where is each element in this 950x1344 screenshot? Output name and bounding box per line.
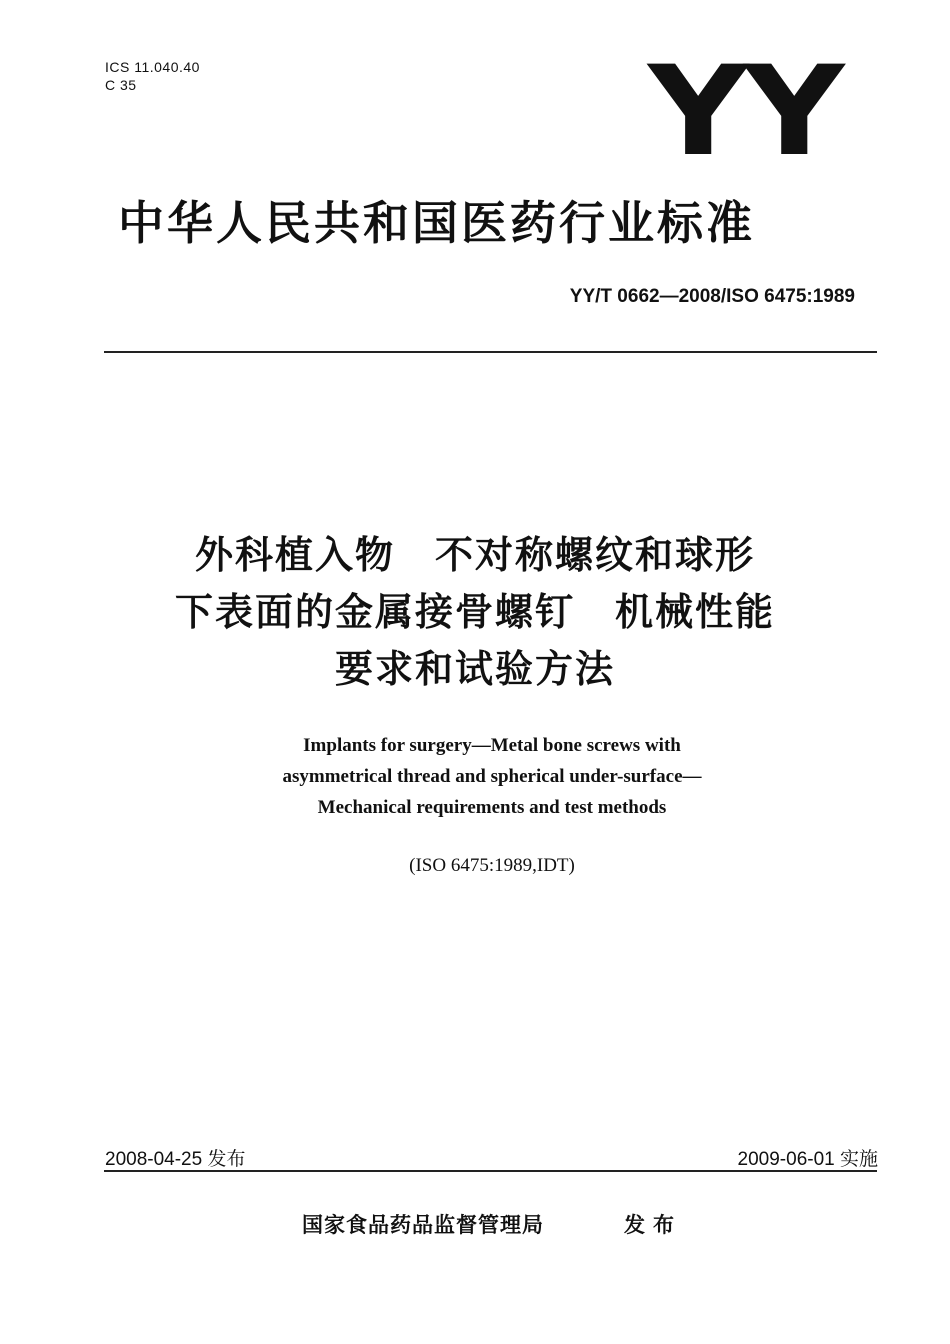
english-title-line-2: asymmetrical thread and spherical under-surface— [282,766,702,787]
english-title [0,730,950,823]
chinese-title [0,527,950,698]
bottom-divider [104,1170,877,1172]
ccs-code: C 35 [105,77,137,93]
publish-label: 发布 [624,1213,682,1237]
chinese-title-line-3: 要求和试验方法 [334,647,615,691]
chinese-title-line-2: 下表面的金属接骨螺钉 机械性能 [174,590,775,634]
standard-title: 中华人民共和国医药行业标准 [118,196,755,250]
top-divider [104,351,877,353]
yy-logo: YY [647,40,841,184]
classification-codes [105,58,200,94]
english-title-line-1: Implants for surgery—Metal bone screws with [303,735,681,756]
chinese-title-line-1: 外科植入物 不对称螺纹和球形 [194,533,755,577]
issue-date: 2008-04-25 发布 [105,1149,246,1170]
publisher: 国家食品药品监督管理局 [302,1213,544,1237]
ics-code: ICS 11.040.40 [105,59,200,75]
english-title-line-3: Mechanical requirements and test methods [317,797,667,818]
standard-number: YY/T 0662—2008/ISO 6475:1989 [569,286,855,307]
iso-reference: (ISO 6475:1989,IDT) [409,855,575,876]
implementation-date: 2009-06-01 实施 [737,1149,878,1170]
